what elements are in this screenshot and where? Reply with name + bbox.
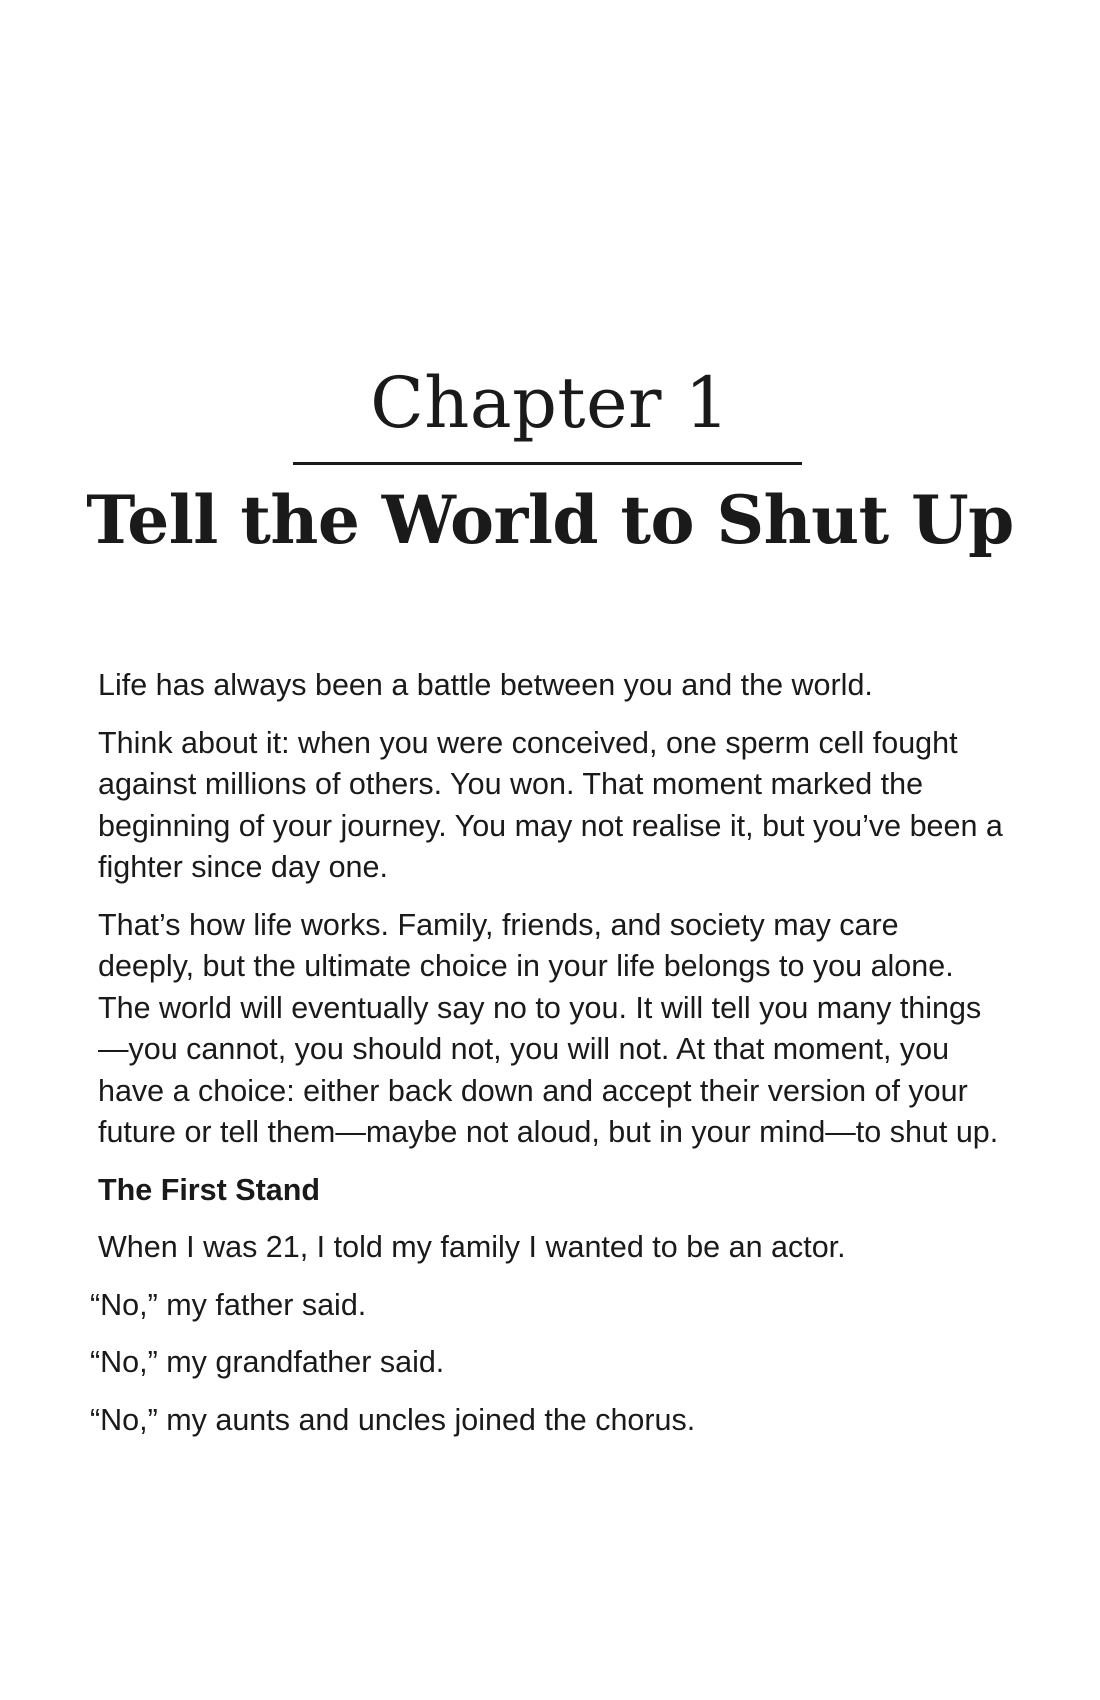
chapter-number: Chapter 1: [370, 362, 730, 444]
section-paragraph-1: When I was 21, I told my family I wanted to be an actor.: [98, 1230, 846, 1264]
chapter-body: [90, 665, 1003, 1457]
dialogue-relatives: “No,” my aunts and uncles joined the chorus.: [90, 1402, 696, 1437]
section-heading: The First Stand: [98, 1172, 320, 1207]
dialogue-grandfather: “No,” my grandfather said.: [90, 1345, 445, 1379]
paragraph-2: Think about it: when you were conceived, one sperm cell fought against millions of others. You won. That moment marked the beginning of your journey. You may not realise it, but you’ve been a fighter since day one.: [98, 725, 1003, 884]
paragraph-1: Life has always been a battle between you and the world.: [98, 668, 873, 702]
chapter-divider: [293, 462, 802, 465]
chapter-title: Tell the World to Shut Up: [86, 481, 1014, 559]
dialogue-father: “No,” my father said.: [90, 1287, 367, 1322]
paragraph-3: That’s how life works. Family, friends, and society may care deeply, but the ultimate choice in your life belongs to you alone. The world will eventually say no to you. It will tell you many things—you cannot, you should not, you will not. At that moment, you have a choice: either back down and accept their version of your future or tell them—maybe not aloud, but in your mind—to shut up.: [98, 907, 999, 1149]
